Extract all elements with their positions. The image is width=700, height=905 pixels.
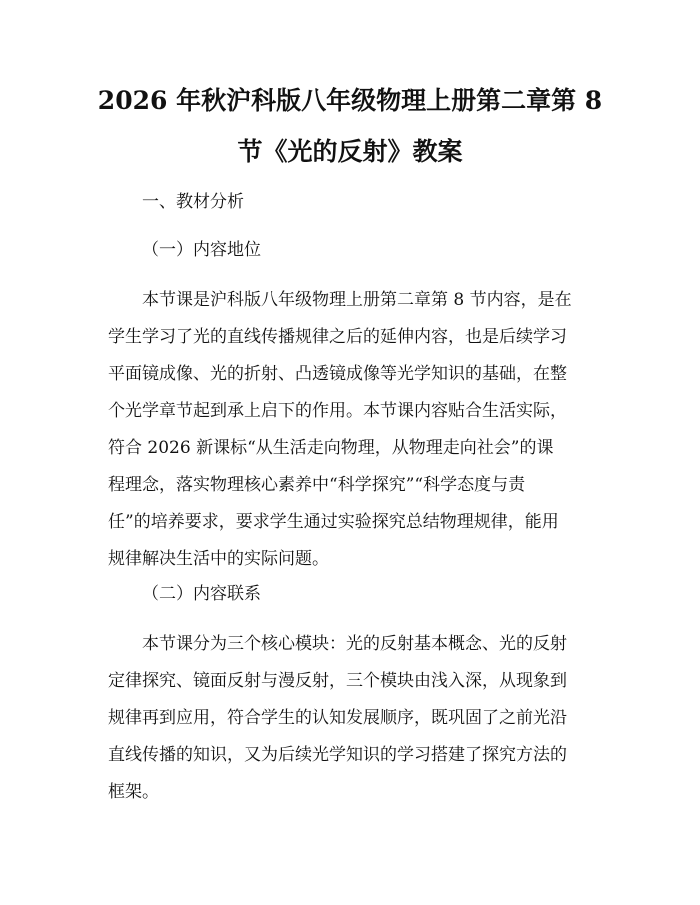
paragraph-line: 本节课是沪科版八年级物理上册第二章第 8 节内容，是在	[142, 290, 572, 310]
paragraph-line: 学生学习了光的直线传播规律之后的延伸内容，也是后续学习	[108, 327, 567, 347]
paragraph-line: 本节课分为三个核心模块：光的反射基本概念、光的反射	[142, 634, 567, 654]
paragraph-line: 规律再到应用，符合学生的认知发展顺序，既巩固了之前光沿	[108, 708, 567, 728]
paragraph-line: 任”的培养要求，要求学生通过实验探究总结物理规律，能用	[108, 512, 559, 532]
document-title-line-1: 2026 年秋沪科版八年级物理上册第二章第 8	[97, 86, 603, 115]
paragraph-line: 个光学章节起到承上启下的作用。本节课内容贴合生活实际，	[108, 401, 567, 421]
paragraph-line: 规律解决生活中的实际问题。	[108, 549, 329, 569]
paragraph-line: 直线传播的知识，又为后续光学知识的学习搭建了探究方法的	[108, 745, 567, 765]
paragraph-line: 程理念，落实物理核心素养中“科学探究”“科学态度与责	[108, 475, 526, 495]
section-heading-textbook-analysis: 一、教材分析	[142, 192, 244, 212]
paragraph-line: 平面镜成像、光的折射、凸透镜成像等光学知识的基础，在整	[108, 364, 567, 384]
paragraph-line: 符合 2026 新课标“从生活走向物理，从物理走向社会”的课	[108, 438, 554, 458]
document-title-line-2: 节《光的反射》教案	[237, 137, 463, 166]
paragraph-line: 定律探究、镜面反射与漫反射，三个模块由浅入深，从现象到	[108, 671, 567, 691]
paragraph-line: 框架。	[108, 782, 159, 802]
subsection-heading-content-connection: （二）内容联系	[142, 584, 261, 604]
subsection-heading-content-position: （一）内容地位	[142, 240, 261, 260]
